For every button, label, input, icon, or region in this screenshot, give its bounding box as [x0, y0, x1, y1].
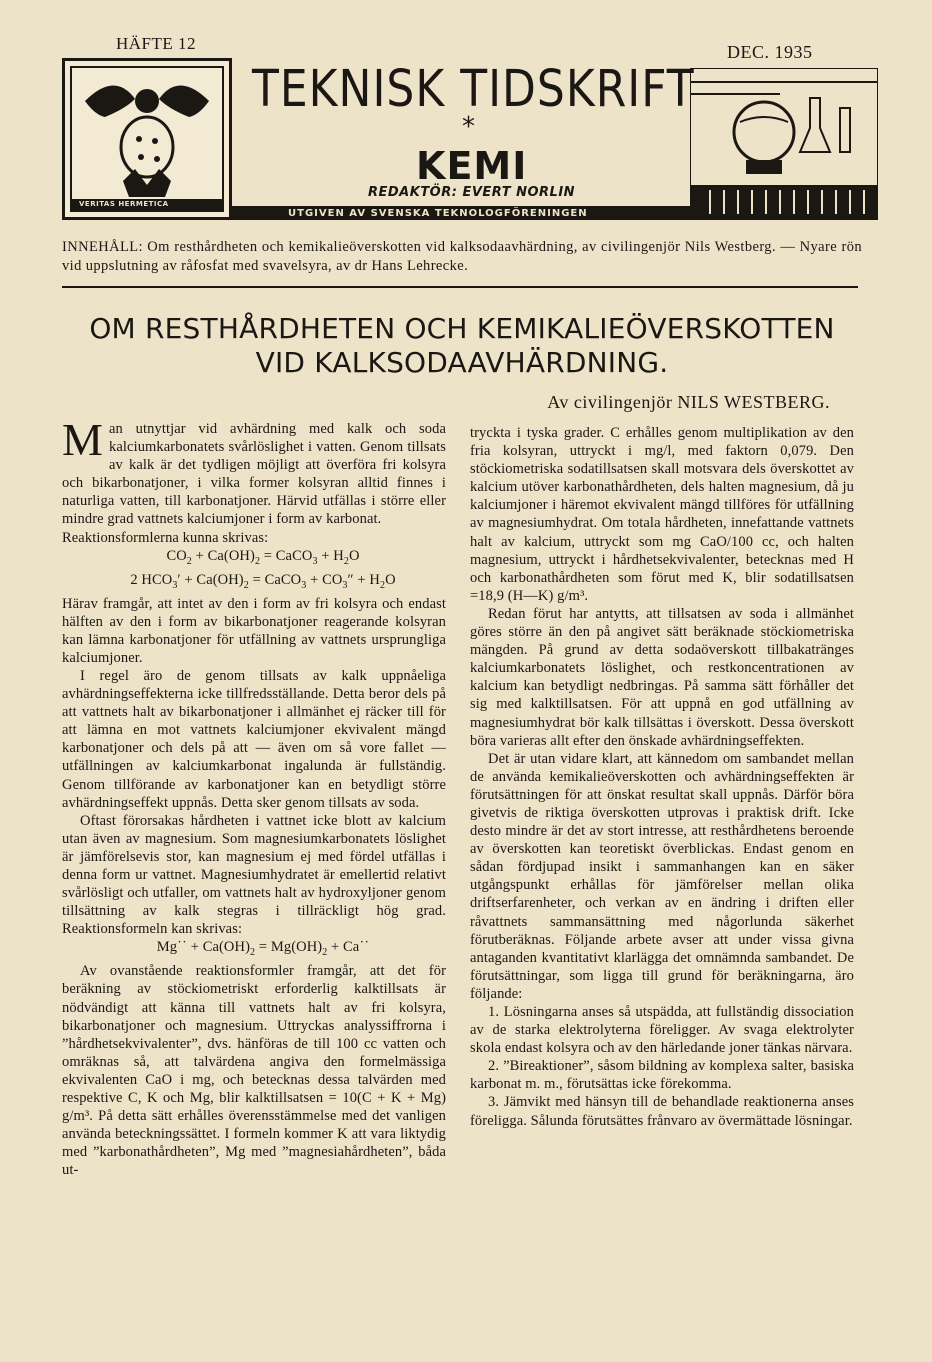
- left-column: [62, 414, 446, 1180]
- table-of-contents: INNEHÅLL: Om resthårdheten och kemikalieöverskotten vid kalksodaavhärdning, av civilingenjör Nils Westberg. — Nyare rön vid uppslutning av råfosfat med svavelsyra, av dr Hans Lehrecke.: [62, 239, 862, 274]
- right-column: [470, 424, 854, 1130]
- journal-title: TEKNISK TIDSKRIFT: [252, 60, 695, 119]
- article-title-line-1: OM RESTHÅRDHETEN OCH KEMIKALIEÖVERSKOTTEN: [89, 312, 835, 345]
- issue-number: HÄFTE 12: [116, 34, 197, 53]
- section-title: KEMI: [416, 144, 528, 188]
- editor-line: REDAKTÖR: EVERT NORLIN: [368, 185, 576, 200]
- assumption-list: [470, 1003, 854, 1130]
- paragraph: Reaktionsformlerna kunna skrivas:: [62, 529, 269, 546]
- paragraph: Det är utan vidare klart, att kännedom om sambandet mellan de använda kemikalieöverskotten och avhärdningseffekten är förutsättningen för att önskat resultat skall uppnås. Därför böra givetvis de riktiga överskotten utprovas i praktisk drift. Icke desto mindre är det av stort intresse, att resthårdhetens beroende av överskotten kan teoretiskt överblickas. Endast genom en sådan fördjupad insikt i sammanhangen kan en säker utgångspunkt erhållas för jämförelser mellan olika driftserfarenheter, och verkan av en ändring i driften eller råvattnets sammansättning med någorlunda säkerhet förutberäknas. Följande arbete avser att under vissa givna antaganden kvantitativt klarlägga det omnämnda sambandet. De förutsättningar, som ligga till grund för beräkningarna, äro följande:: [470, 750, 854, 1002]
- equation: Mg˙˙ + $Ca(OH)_2 = Mg(OH)_2$ + Ca˙˙: [156, 939, 370, 959]
- issue-date: DEC. 1935: [727, 42, 813, 62]
- paragraph: tryckta i tyska grader. C erhålles genom multiplikation av den fria kolsyran, uttryckt i mg/l, med faktorn 0,079. Den stöckiometriska sodatillsatsen skall motsvara dels överskottet av kalcium utöver karbonathårdheten, dels halten magnesium, då ju kalciumjoner i häremot ekvivalent mängd tillföres för utfällning av magnesiumhydrat. Om totala hårdheten, innefattande vattnets halt av kalcium, uttryckt som mg CaO/100 cc, och halten magnesium, uttryckt i hårdhetsekvivalenter, betecknas med H och karbonathårdheten som förut med K, blir sodatillsatsen =18,9 (H—K) g/m³.: [470, 425, 854, 604]
- paragraph: Härav framgår, att intet av den i form av fri kolsyra och endast hälften av den i form av bikarbonatjoner reagerande kolsyran kan lämna karbonatjoner för utfällning av vattnets ursprungliga kalciumjoner.: [62, 595, 446, 666]
- list-item: 3. Jämvikt med hänsyn till de behandlade reaktionerna anses föreligga. Sålunda förutsättes frånvaro av övermättade lösningar.: [470, 1094, 854, 1129]
- divider: [62, 286, 858, 288]
- article-byline: Av civilingenjör NILS WESTBERG.: [547, 392, 830, 412]
- equation: $CO_2 + Ca(OH)_2$ = CaCO$_3$ + $H_2O$: [166, 547, 360, 567]
- emblem-motto: VERITAS HERMETICA: [79, 200, 169, 208]
- article-title-line-2: VID KALKSODAAVHÄRDNING.: [255, 346, 669, 379]
- equation: 2 $HCO_3' + Ca(OH)_2$ = CaCO$_3$ + $CO_3'' + H_2O$: [130, 571, 396, 591]
- paragraph: Redan förut har antytts, att tillsatsen av soda i allmänhet göres större än den på angivet sätt beräknade stöckiometriska mängden. På grund av detta sodaöverskott tillbakatränges kalciumkarbonatets löslighet, och restkoncentrationen av kalcium kan betydligt nedbringas. På samma sätt förhåller det sig med kalktillsatsen. För att uppnå en god utfällning av magnesiumhydrat bör kalk tillsättas i överskott. Dessa överskott böra varieras allt efter den önskade avhärdningseffekten.: [470, 605, 854, 749]
- paragraph: Man utnyttjar vid avhärdning med kalk och soda kalciumkarbonatets svårlöslighet i vatten. Genom tillsats av kalk är det tydligen möjligt att överföra fri kolsyra och bikarbonatjoner, i vilka former kolsyran alltid finnes i naturliga vatten, till karbonatjoner. Härvid utfällas i större eller mindre grad vattnets kalciumjoner i form av karbonat.: [62, 414, 446, 528]
- article-title: [62, 312, 862, 380]
- list-item: 2. ”Bireaktioner”, såsom bildning av komplexa salter, basiska karbonat m. m., förutsättas icke förekomma.: [470, 1058, 854, 1093]
- eagle-emblem-logo: [62, 58, 232, 220]
- list-item: 1. Lösningarna anses så utspädda, att fullständig dissociation av de starka elektrolyterna föreligger. Av svaga elektrolyter skola endast kolsyra och av den härledande joner tänkas närvara.: [470, 1004, 854, 1057]
- paragraph: I regel äro de genom tillsats av kalk uppnåeliga avhärdningseffekterna icke tillfredsställande. Detta beror dels på att vattnets halt av bikarbonatjoner i allmänhet ej räcker till för att lämna en mot vattnets kalciumjoner ekvivalent mängd karbonatjoner och dels på att — även om så vore fallet — utfällningen av kalciumkarbonat ingalunda är fullständig. Genom tillförande av karbonatjoner kan en betydligt större avhärdningseffekt uppnås. Detta sker genom tillsats av soda.: [62, 668, 446, 811]
- star-ornament: *: [462, 112, 475, 142]
- laboratory-apparatus-illustration: [690, 68, 878, 220]
- drop-cap: M: [62, 414, 104, 465]
- paragraph: Oftast förorsakas hårdheten i vattnet icke blott av kalcium utan även av magnesium. Som magnesiumkarbonatets löslighet är jämförelsevis stor, kan magnesium ej med fördel utfällas i denna form ur vattnet. Magnesiumhydratet är emellertid relativt svårlösligt och utfaller, om vattnets halt av hydroxyljoner genom tillsättning av kalk stegras i tillräckligt hög grad. Reaktionsformeln kan skrivas:: [62, 812, 446, 938]
- masthead: [62, 58, 878, 234]
- paragraph: Av ovanstående reaktionsformler framgår, att det för beräkning av stöckiometriskt erforderlig kalktillsats är nödvändigt att känna till vattnets halt av fri kolsyra, bikarbonatjoner och magnesium. Uttryckas analyssiffrorna i ”hårdhetsekvivalenter”, dvs. hänföras de till 100 cc vatten och omräknas så, att talvärdena angiva den formelmässiga ekvivalenten CaO i mg, och betecknas dessa talvärden med respektive C, K och Mg, blir kalktillsatsen = 10(C + K + Mg) g/m³. På detta sätt erhålles överensstämmelse med det vanligen använda beteckningssättet. I formeln kommer K att vara liktydig med ”karbonathårdheten”, Mg med ”magnesiahårdheten”, båda ut-: [62, 963, 446, 1179]
- publisher-line: UTGIVEN AV SVENSKA TEKNOLOGFÖRENINGEN: [282, 208, 594, 219]
